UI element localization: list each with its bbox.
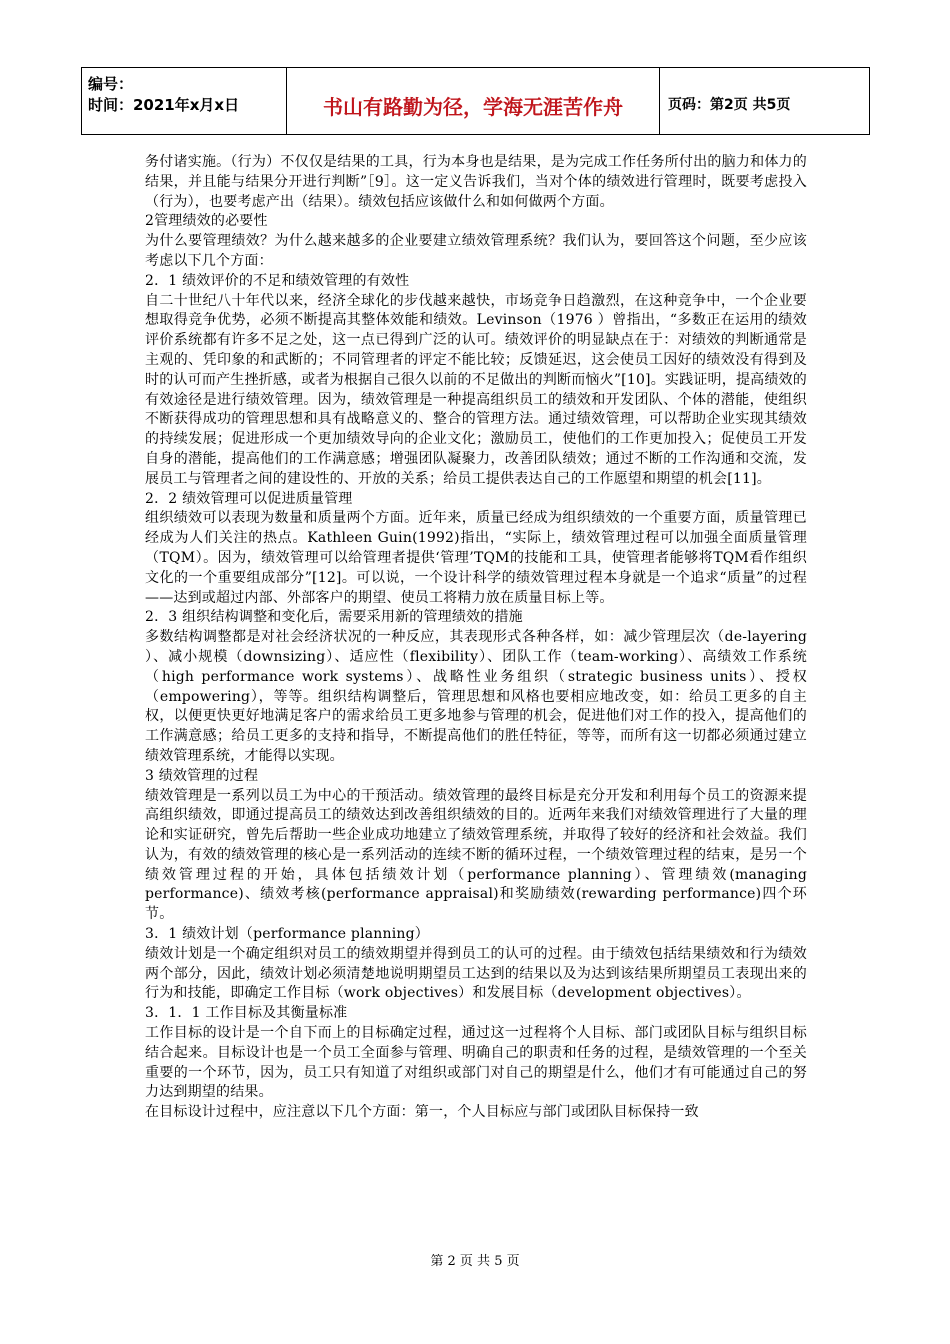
paragraph: 多数结构调整都是对社会经济状况的一种反应，其表现形式各种各样，如：减少管理层次（de-layering ）、减小规模（downsizing）、适应性（flexibility）、团队工作（team-working）、高绩效工作系统（high performance work systems）、战略性业务组织（strategic business units）、授权（empowering），等等。组织结构调整后，管理思想和风格也要相应地改变，如：给员工更多的自主权，以便更快更好地满足客户的需求给员工更多地参与管理的机会，促进他们对工作的投入，提高他们的工作满意感；给员工更多的支持和指导，不断提高他们的胜任特征，等等，而所有这一切都必须通过建立绩效管理系统，才能得以实现。	[145, 629, 807, 764]
paragraph: 组织绩效可以表现为数量和质量两个方面。近年来，质量已经成为组织绩效的一个重要方面，质量管理已经成为人们关注的热点。Kathleen Guin(1992)指出，“实际上，绩效管理过程可以加强全面质量管理（TQM）。因为，绩效管理可以给管理者提供‘管理’TQM的技能和工具，使管理者能够将TQM看作组织文化的一个重要组成部分”[12]。可以说，一个设计科学的绩效管理过程本身就是一个追求“质量”的过程——达到或超过内部、外部客户的期望、使员工将精力放在质量目标上等。	[145, 510, 807, 606]
subsection-heading: 3．1．1 工作目标及其衡量标准	[145, 1005, 348, 1022]
subsection-heading: 2．1 绩效评价的不足和绩效管理的有效性	[145, 272, 410, 289]
paragraph: 在目标设计过程中，应注意以下几个方面：第一，个人目标应与部门或团队目标保持一致	[145, 1104, 699, 1121]
subsection-heading: 2．3 组织结构调整和变化后，需要采用新的管理绩效的措施	[145, 609, 523, 626]
header-meta	[82, 68, 287, 134]
page-header	[81, 67, 870, 135]
page-footer: 第 2 页 共 5 页	[430, 1254, 520, 1269]
document-number-label: 编号：	[88, 75, 134, 93]
subsection-heading: 2．2 绩效管理可以促进质量管理	[145, 490, 353, 507]
paragraph: 务付诸实施。（行为）不仅仅是结果的工具，行为本身也是结果，是为完成工作任务所付出的脑力和体力的结果，并且能与结果分开进行判断”［9］。这一定义告诉我们，当对个体的绩效进行管理时，既要考虑投入（行为），也要考虑产出（结果）。绩效包括应该做什么和如何做两个方面。	[145, 154, 807, 210]
paragraph: 为什么要管理绩效？为什么越来越多的企业要建立绩效管理系统？我们认为，要回答这个问题，至少应该考虑以下几个方面：	[145, 233, 807, 269]
paragraph: 自二十世纪八十年代以来，经济全球化的步伐越来越快，市场竞争日趋激烈，在这种竞争中，一个企业要想取得竞争优势，必须不断提高其整体效能和绩效。Levinson（1976 ）曾指出，“多数正在运用的绩效评价系统都有许多不足之处，这一点已得到广泛的认可。绩效评价的明显缺点在于：对绩效的判断通常是主观的、凭印象的和武断的；不同管理者的评定不能比较；反馈延迟，这会使员工因好的绩效没有得到及时的认可而产生挫折感，或者为根据自己很久以前的不足做出的判断而恼火”[10]。实践证明，提高绩效的有效途径是进行绩效管理。因为，绩效管理是一种提高组织员工的绩效和开发团队、个体的潜能，使组织不断获得成功的管理思想和具有战略意义的、整合的管理方法。通过绩效管理，可以帮助企业实现其绩效的持续发展；促进形成一个更加绩效导向的企业文化；激励员工，使他们的工作更加投入；促使员工开发自身的潜能，提高他们的工作满意感；增强团队凝聚力，改善团队绩效；通过不断的工作沟通和交流，发展员工与管理者之间的建设性的、开放的关系；给员工提供表达自己的工作愿望和期望的机会[11]。	[145, 292, 807, 487]
section-heading: 3 绩效管理的过程	[145, 767, 259, 784]
paragraph: 工作目标的设计是一个自下而上的目标确定过程，通过这一过程将个人目标、部门或团队目标与组织目标结合起来。目标设计也是一个员工全面参与管理、明确自己的职责和任务的过程，是绩效管理的一个至关重要的一个环节，因为，员工只有知道了对组织或部门对自己的期望是什么，他们才有可能通过自己的努力达到期望的结果。	[145, 1025, 807, 1101]
document-time-label: 时间：2021年x月x日	[88, 96, 240, 114]
section-heading: 2管理绩效的必要性	[145, 213, 268, 230]
subsection-heading: 3．1 绩效计划（performance planning）	[145, 926, 429, 943]
header-motto: 书山有路勤为径，学海无涯苦作舟	[287, 68, 660, 134]
header-page-info: 页码：第2页 共5页	[668, 97, 791, 113]
document-body	[145, 153, 807, 1123]
paragraph: 绩效管理是一系列以员工为中心的干预活动。绩效管理的最终目标是充分开发和利用每个员工的资源来提高组织绩效，即通过提高员工的绩效达到改善组织绩效的目的。近两年来我们对绩效管理进行了大量的理论和实证研究，曾先后帮助一些企业成功地建立了绩效管理系统，并取得了较好的经济和社会效益。我们认为，有效的绩效管理的核心是一系列活动的连续不断的循环过程，一个绩效管理过程的结束，是另一个绩效管理过程的开始，具体包括绩效计划（performance planning）、管理绩效(managing performance)、绩效考核(performance appraisal)和奖励绩效(rewarding performance)四个环节。	[145, 787, 807, 923]
paragraph: 绩效计划是一个确定组织对员工的绩效期望并得到员工的认可的过程。由于绩效包括结果绩效和行为绩效两个部分，因此，绩效计划必须清楚地说明期望员工达到的结果以及为达到该结果所期望员工表现出来的行为和技能，即确定工作目标（work objectives）和发展目标（development objectives）。	[145, 945, 807, 1002]
